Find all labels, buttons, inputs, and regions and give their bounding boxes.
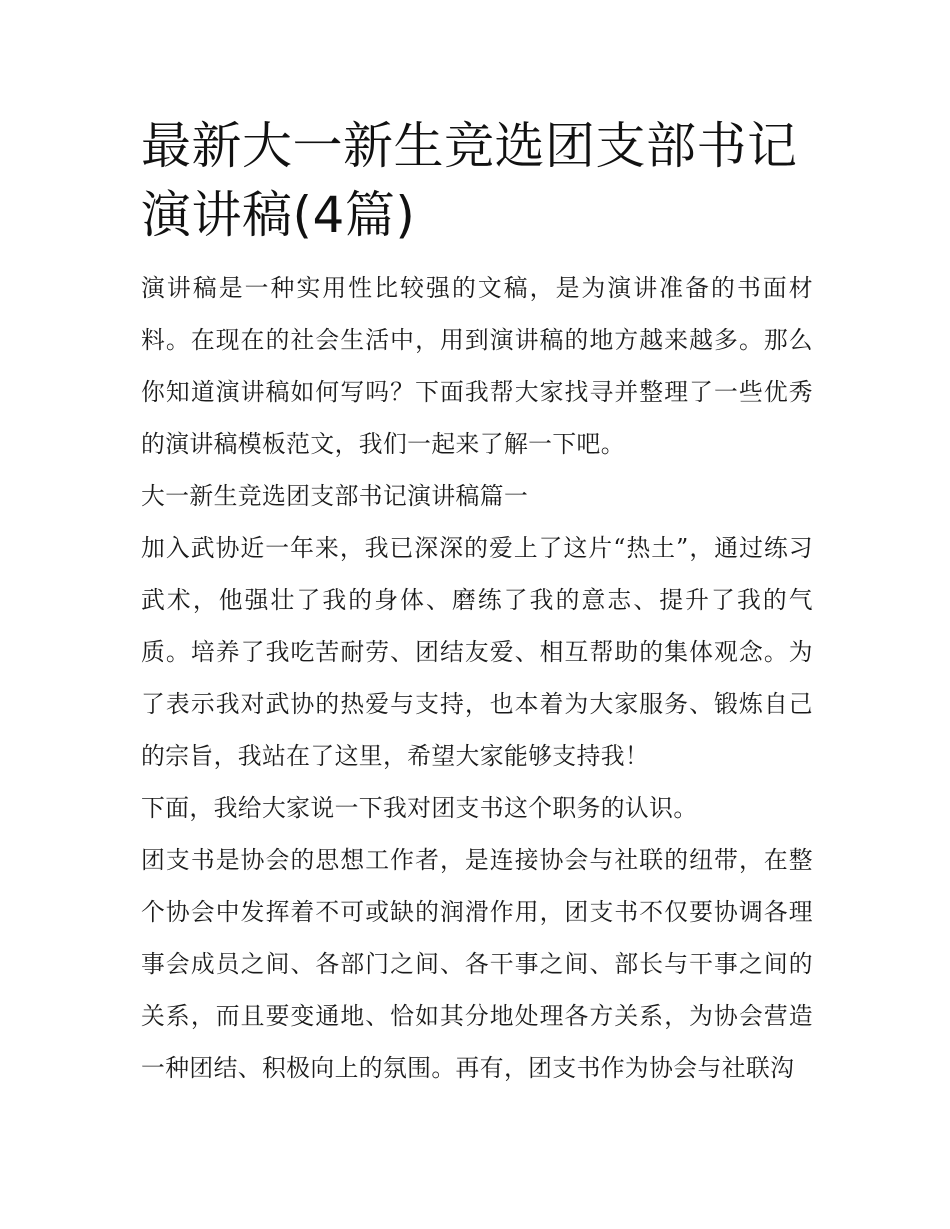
document-page — [141, 112, 813, 1094]
intro-paragraph: 演讲稿是一种实用性比较强的文稿，是为演讲准备的书面材料。在现在的社会生活中，用到演讲稿的地方越来越多。那么你知道演讲稿如何写吗？下面我帮大家找寻并整理了一些优秀的演讲稿模板范文，我们一起来了解一下吧。 — [141, 274, 813, 458]
body-paragraph: 加入武协近一年来，我已深深的爱上了这片“热土”，通过练习武术，他强壮了我的身体、磨练了我的意志、提升了我的气质。培养了我吃苦耐劳、团结友爱、相互帮助的集体观念。为了表示我对武协的热爱与支持，也本着为大家服务、锻炼自己的宗旨，我站在了这里，希望大家能够支持我！ — [141, 534, 813, 770]
body-paragraph: 团支书是协会的思想工作者，是连接协会与社联的纽带，在整个协会中发挥着不可或缺的润滑作用，团支书不仅要协调各理事会成员之间、各部门之间、各干事之间、部长与干事之间的关系，而且要变通地、恰如其分地处理各方关系，为协会营造一种团结、积极向上的氛围。再有，团支书作为协会与社联沟 — [141, 846, 813, 1082]
section-heading: 大一新生竞选团支部书记演讲稿篇一 — [141, 482, 529, 510]
document-title: 最新大一新生竞选团支部书记演讲稿(4篇) — [141, 117, 798, 244]
body-paragraph: 下面，我给大家说一下我对团支书这个职务的认识。 — [141, 794, 698, 822]
